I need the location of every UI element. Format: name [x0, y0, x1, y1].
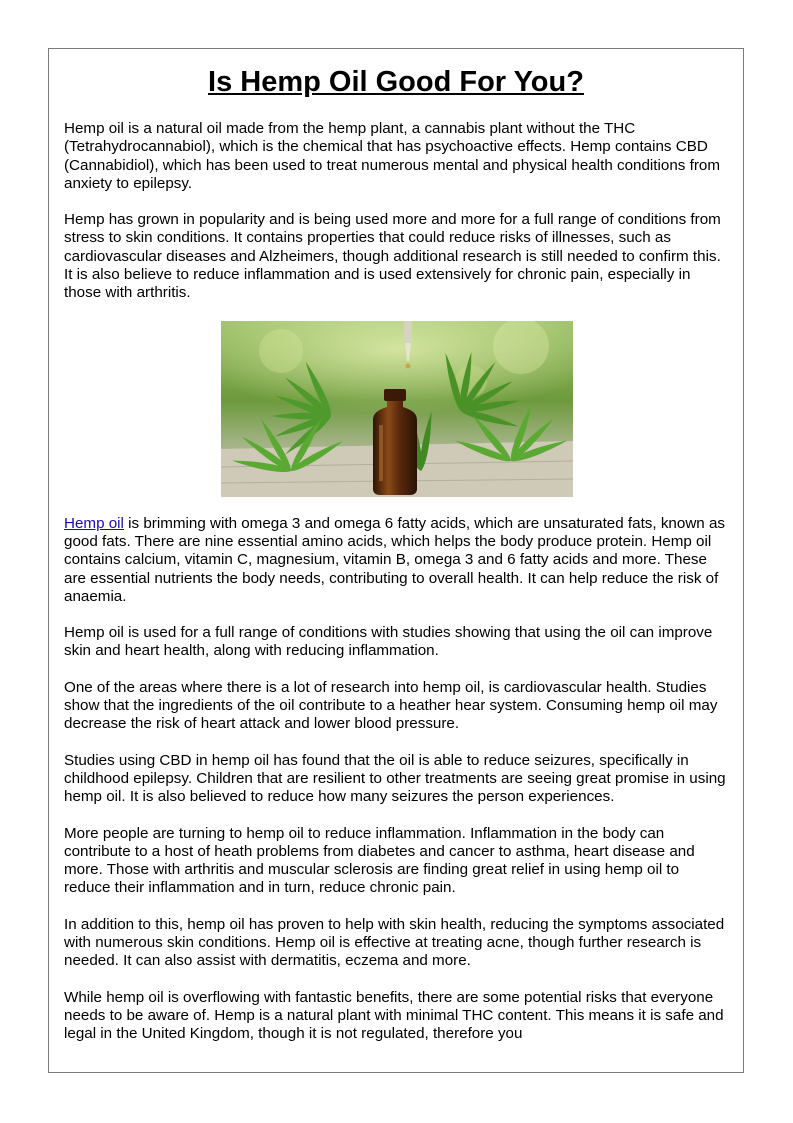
paragraph-inflammation: More people are turning to hemp oil to reduce inflammation. Inflammation in the body can contribute to a host of heath problems from diabetes and cancer to asthma, heart disease and more. Those with arthritis and muscular sclerosis are finding great relief in using hemp oil to reduce their inflammation and in turn, reduce chronic pain.: [64, 824, 695, 897]
document-page: [48, 48, 744, 1073]
paragraph-epilepsy: Studies using CBD in hemp oil has found that the oil is able to reduce seizures, specifically in childhood epilepsy. Children that are resilient to other treatments are seeing great promise in using hemp oil. It is also believed to reduce how many seizures the person experiences.: [64, 751, 726, 806]
paragraph-intro: Hemp oil is a natural oil made from the hemp plant, a cannabis plant without the THC (Tetrahydrocannabiol), which is the chemical that has psychoactive effects. Hemp contains CBD (Cannabidiol), which has been used to treat numerous mental and physical health conditions from anxiety to epilepsy.: [64, 120, 720, 192]
page-title: Is Hemp Oil Good For You?: [208, 66, 584, 98]
paragraph-popularity: Hemp has grown in popularity and is being used more and more for a full range of conditions from stress to skin conditions. It contains properties that could reduce risks of illnesses, such as cardiovascular diseases and Alzheimers, though additional research is still needed to confirm this. It is also believe to reduce inflammation and is used extensively for chronic pain, especially in those with arthritis.: [64, 211, 721, 302]
paragraph-nutrients: [64, 515, 729, 606]
hemp-oil-bottle-image: [221, 321, 573, 497]
hemp-oil-link[interactable]: Hemp oil: [64, 514, 124, 532]
paragraph-skin: In addition to this, hemp oil has proven to help with skin health, reducing the symptoms associated with numerous skin conditions. Hemp oil is effective at treating acne, though further research is needed. It can also assist with dermatitis, eczema and more.: [64, 915, 725, 970]
paragraph-nutrients-text: is brimming with omega 3 and omega 6 fatty acids, which are unsaturated fats, known as good fats. There are nine essential amino acids, which helps the body produce protein. Hemp oil contains calcium, vitamin C, magnesium, vitamin B, omega 3 and 6 fatty acids and more. These are essential nutrients the body needs, contributing to overall health. It can help reduce the risk of anaemia.: [64, 514, 725, 605]
paragraph-conditions: Hemp oil is used for a full range of conditions with studies showing that using the oil can improve skin and heart health, along with reducing inflammation.: [64, 624, 713, 660]
paragraph-cardiovascular: One of the areas where there is a lot of research into hemp oil, is cardiovascular health. Studies show that the ingredients of the oil contribute to a heather hear system. Consuming hemp oil may decrease the risk of heart attack and lower blood pressure.: [64, 678, 718, 733]
paragraph-risks: While hemp oil is overflowing with fantastic benefits, there are some potential risks that everyone needs to be aware of. Hemp is a natural plant with minimal THC content. This means it is safe and legal in the United Kingdom, though it is not regulated, therefore you: [64, 988, 724, 1043]
article-body: [64, 120, 729, 1062]
